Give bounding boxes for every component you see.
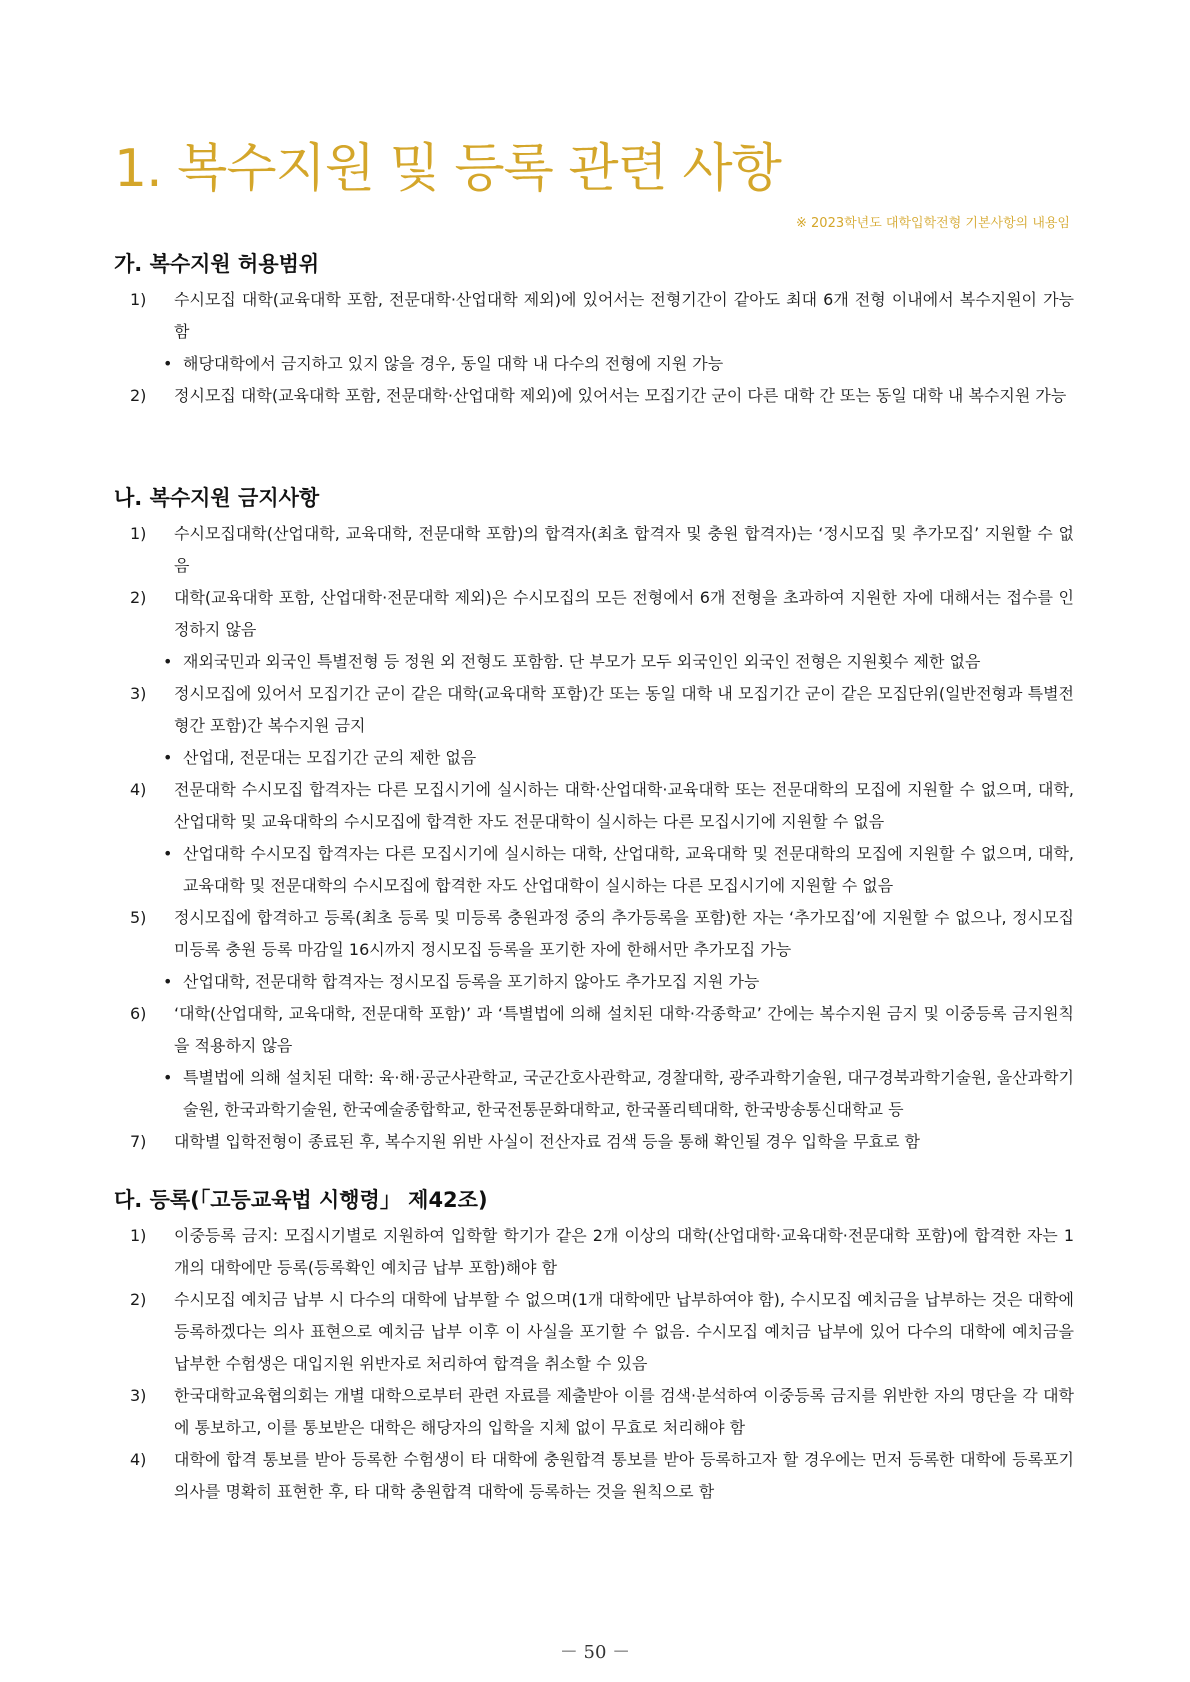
item-number: 4) [130,780,147,799]
bullet-item [149,742,1074,774]
item-number: 3) [130,684,147,703]
bullet-item [149,966,1074,998]
item-text: 산업대학, 전문대학 합격자는 정시모집 등록을 포기하지 않아도 추가모집 지원 가능 [183,972,760,991]
numbered-item [130,380,1074,412]
item-number: 2) [130,588,147,607]
numbered-item [130,678,1074,742]
numbered-item [130,518,1074,582]
bullet-item [149,646,1074,678]
item-text: 이중등록 금지: 모집시기별로 지원하여 입학할 학기가 같은 2개 이상의 대학(산업대학·교육대학·전문대학 포함)에 합격한 자는 1개의 대학에만 등록(등록확인 예치금 납부 포함)해야 함 [174,1226,1074,1277]
item-number: 1) [130,524,147,543]
bullet-marker: • [163,972,173,991]
numbered-item [130,774,1074,838]
item-text: 정시모집에 있어서 모집기간 군이 같은 대학(교육대학 포함)간 또는 동일 대학 내 모집기간 군이 같은 모집단위(일반전형과 특별전형간 포함)간 복수지원 금지 [174,684,1074,735]
numbered-item [130,1220,1074,1284]
numbered-item [130,1284,1074,1380]
item-text: 대학에 합격 통보를 받아 등록한 수험생이 타 대학에 충원합격 통보를 받아 등록하고자 할 경우에는 먼저 등록한 대학에 등록포기 의사를 명확히 표현한 후, 타 대학 충원합격 대학에 등록하는 것을 원칙으로 함 [174,1450,1074,1501]
numbered-item [130,1444,1074,1508]
item-number: 5) [130,908,147,927]
item-text: 한국대학교육협의회는 개별 대학으로부터 관련 자료를 제출받아 이를 검색·분석하여 이중등록 금지를 위반한 자의 명단을 각 대학에 통보하고, 이를 통보받은 대학은 해당자의 입학을 지체 없이 무효로 처리해야 함 [174,1386,1074,1437]
item-text: 수시모집대학(산업대학, 교육대학, 전문대학 포함)의 합격자(최초 합격자 및 충원 합격자)는 ‘정시모집 및 추가모집’ 지원할 수 없음 [174,524,1074,575]
section-items [114,1220,1074,1508]
section-multiple-application-scope [114,248,1074,412]
numbered-item [130,998,1074,1062]
item-number: 2) [130,1290,147,1309]
section-heading: 가. 복수지원 허용범위 [114,252,320,276]
section-registration [114,1184,1074,1508]
bullet-item [149,348,1074,380]
section-items [114,284,1074,412]
section-heading: 나. 복수지원 금지사항 [114,486,320,510]
bullet-marker: • [163,652,173,671]
item-number: 4) [130,1450,147,1469]
section-multiple-application-prohibitions [114,482,1074,1158]
item-text: 전문대학 수시모집 합격자는 다른 모집시기에 실시하는 대학·산업대학·교육대학 또는 전문대학의 모집에 지원할 수 없으며, 대학, 산업대학 및 교육대학의 수시모집에 합격한 자도 전문대학이 실시하는 다른 모집시기에 지원할 수 없음 [174,780,1074,831]
item-number: 6) [130,1004,147,1023]
item-number: 3) [130,1386,147,1405]
bullet-marker: • [163,748,173,767]
item-text: 산업대, 전문대는 모집기간 군의 제한 없음 [183,748,477,767]
item-text: 대학별 입학전형이 종료된 후, 복수지원 위반 사실이 전산자료 검색 등을 통해 확인될 경우 입학을 무효로 함 [174,1132,920,1151]
bullet-marker: • [163,844,173,863]
source-note: ※ 2023학년도 대학입학전형 기본사항의 내용임 [796,216,1070,231]
page-title: 1. 복수지원 및 등록 관련 사항 [114,139,781,199]
section-items [114,518,1074,1158]
item-text: 특별법에 의해 설치된 대학: 육·해·공군사관학교, 국군간호사관학교, 경찰대학, 광주과학기술원, 대구경북과학기술원, 울산과학기술원, 한국과학기술원, 한국예술종합학교, 한국전통문화대학교, 한국폴리텍대학, 한국방송통신대학교 등 [183,1068,1074,1119]
bullet-marker: • [163,354,173,373]
page-number: － 50 － [559,1642,631,1663]
item-number: 7) [130,1132,147,1151]
item-text: 대학(교육대학 포함, 산업대학·전문대학 제외)은 수시모집의 모든 전형에서 6개 전형을 초과하여 지원한 자에 대해서는 접수를 인정하지 않음 [174,588,1074,639]
item-text: 재외국민과 외국인 특별전형 등 정원 외 전형도 포함함. 단 부모가 모두 외국인인 외국인 전형은 지원횟수 제한 없음 [183,652,981,671]
item-number: 1) [130,290,147,309]
numbered-item [130,284,1074,348]
item-text: 수시모집 대학(교육대학 포함, 전문대학·산업대학 제외)에 있어서는 전형기간이 같아도 최대 6개 전형 이내에서 복수지원이 가능함 [174,290,1074,341]
numbered-item [130,902,1074,966]
bullet-marker: • [163,1068,173,1087]
bullet-item [149,838,1074,902]
item-text: 수시모집 예치금 납부 시 다수의 대학에 납부할 수 없으며(1개 대학에만 납부하여야 함), 수시모집 예치금을 납부하는 것은 대학에 등록하겠다는 의사 표현으로 예치금 납부 이후 이 사실을 포기할 수 없음. 수시모집 예치금 납부에 있어 다수의 대학에 예치금을 납부한 수험생은 대입지원 위반자로 처리하여 합격을 취소할 수 있음 [174,1290,1074,1373]
item-text: 정시모집에 합격하고 등록(최초 등록 및 미등록 충원과정 중의 추가등록을 포함)한 자는 ‘추가모집’에 지원할 수 없으나, 정시모집 미등록 충원 등록 마감일 16시까지 정시모집 등록을 포기한 자에 한해서만 추가모집 가능 [174,908,1074,959]
section-heading: 다. 등록(「고등교육법 시행령」 제42조) [114,1188,488,1212]
numbered-item [130,1126,1074,1158]
item-number: 2) [130,386,147,405]
item-text: 해당대학에서 금지하고 있지 않을 경우, 동일 대학 내 다수의 전형에 지원 가능 [183,354,724,373]
bullet-item [149,1062,1074,1126]
numbered-item [130,1380,1074,1444]
item-text: ‘대학(산업대학, 교육대학, 전문대학 포함)’ 과 ‘특별법에 의해 설치된 대학·각종학교’ 간에는 복수지원 금지 및 이중등록 금지원칙을 적용하지 않음 [174,1004,1074,1055]
item-text: 정시모집 대학(교육대학 포함, 전문대학·산업대학 제외)에 있어서는 모집기간 군이 다른 대학 간 또는 동일 대학 내 복수지원 가능 [174,386,1067,405]
item-number: 1) [130,1226,147,1245]
item-text: 산업대학 수시모집 합격자는 다른 모집시기에 실시하는 대학, 산업대학, 교육대학 및 전문대학의 모집에 지원할 수 없으며, 대학, 교육대학 및 전문대학의 수시모집에 합격한 자도 산업대학이 실시하는 다른 모집시기에 지원할 수 없음 [183,844,1074,895]
numbered-item [130,582,1074,646]
